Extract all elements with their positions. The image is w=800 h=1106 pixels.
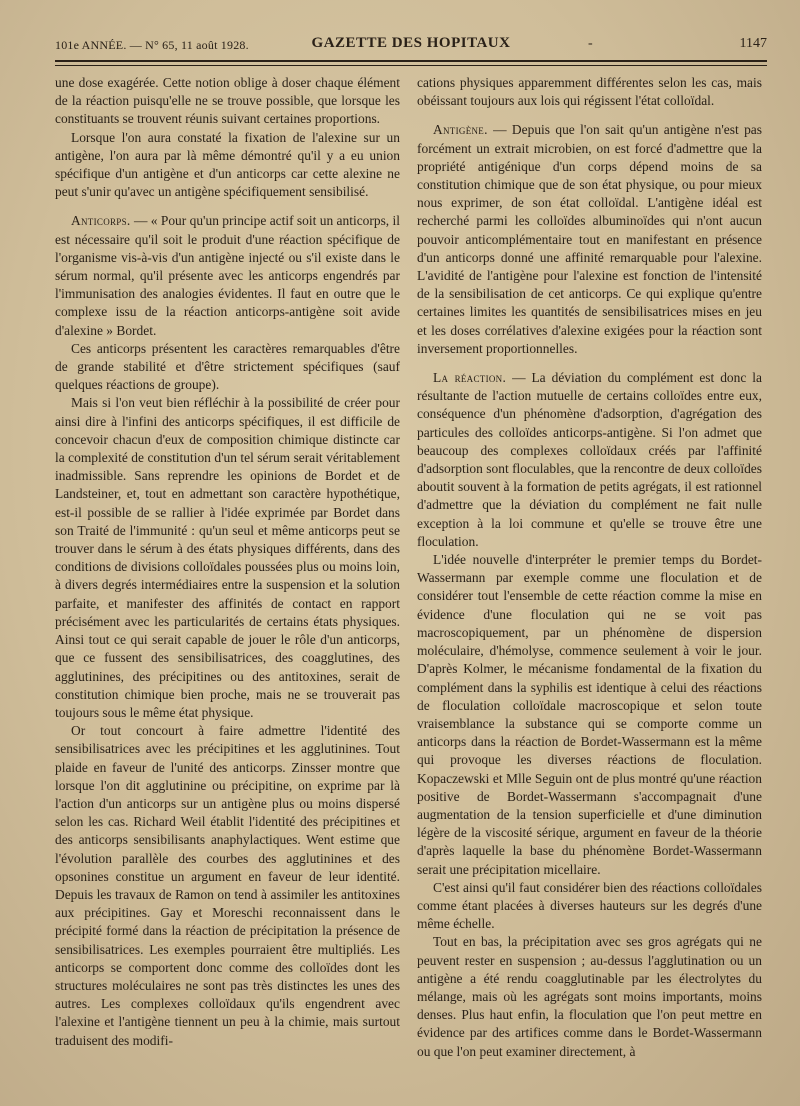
journal-title: GAZETTE DES HOPITAUX xyxy=(311,35,511,51)
section-antigene xyxy=(417,121,762,358)
section-heading: Antigène. xyxy=(433,122,488,138)
page-number: 1147 xyxy=(739,36,767,51)
section-text: — La déviation du complément est donc la résultante de l'action mutuelle de certains colloïdes entre eux, conséquence d'un phénomène d'adsorption, d'agrégation des particules des colloïdes anticorps-antigène. Si l'on admet que beaucoup des complexes colloïdaux créés par l'affinité d'adsorption sont floculables, que la rencontre de deux colloïdes aboutit souvent à la formation de petits agrégats, il est rationnel d'admettre que la déviation du complément ne fait nulle exception à la loi commune et qu'elle se trouve être une floculation. xyxy=(417,370,762,549)
section-text: — « Pour qu'un principe actif soit un anticorps, il est nécessaire qu'il soit le produit d'une réaction spécifique de l'organisme vis-à-vis d'un antigène injecté ou s'il existe dans le sérum normal, qu'il présente avec les anticorps engendrés par l'immunisation des analogies évidentes. Il faut en outre que le complexe issu de la réaction anticorps-antigène soit avide d'alexine » Bordet. xyxy=(55,213,400,338)
paragraph: cations physiques apparemment différentes selon les cas, mais obéissant toujours aux lois qui régissent l'état colloïdal. xyxy=(417,75,762,109)
paragraph: Mais si l'on veut bien réfléchir à la possibilité de créer pour ainsi dire à l'infini des anticorps spécifiques, il est difficile de concevoir chacun d'eux de composition chimique distincte car la complexité de constitution d'un tel sérum serait véritablement inadmissible. Sans reprendre les opinions de Bordet et de Landsteiner, et, tout en admettant son caractère hypothétique, est-il possible de se rallier à l'idée exprimée par Bordet dans son Traité de l'immunité : qu'un seul et même anticorps peut se trouver dans le sérum à des états physiques différents, dans des conditions de divisions colloïdales poussées plus ou moins loin, à divers degrés intermédiaires entre la suspension et la solution parfaite, et manifester des affinités de contact en rapport précisément avec les particularités de certains états physiques. Ainsi tout ce qui serait capable de jouer le rôle d'un anticorps, que ce fussent des sensibilisatrices, des coagglutines, des agglutinines, des précipitines ou des antitoxines, serait de constitution chimique bien proche, mais ne se trouverait pas toujours sous le même état physique. xyxy=(55,395,400,720)
paragraph: L'idée nouvelle d'interpréter le premier temps du Bordet-Wassermann par exemple comme une floculation et de considérer tout l'ensemble de cette réaction comme la mise en évidence d'une floculation qui ne se voit pas macroscopiquement, par un phénomène de dispersion moléculaire, d'hémolyse, commence seulement à voir le jour. D'après Kolmer, le mécanisme fondamental de la fixation du complément dans la syphilis est identique à celui des réactions de floculation colloïdale macroscopique et selon toute vraisemblance la substance qui se comporte comme un anticorps dans la réaction de Bordet-Wassermann est la même qui provoque les diverses réactions de floculation. Kopaczewski et Mlle Seguin ont de plus montré qu'une réaction positive de Bordet-Wassermann s'accompagnait d'une augmentation de la tension superficielle et d'une diminution légère de la viscosité sérique, argument en faveur de la théorie d'après laquelle la base du phénomène Bordet-Wassermann serait une précipitation micellaire. xyxy=(417,552,762,877)
header-rule-thin xyxy=(55,65,767,66)
paragraph: une dose exagérée. Cette notion oblige à doser chaque élément de la réaction puisqu'elle ne se trouve possible, que lorsque les constituants se trouvent réunis suivant certaines proportions. xyxy=(55,75,400,127)
left-column xyxy=(55,74,400,1050)
running-header xyxy=(55,34,767,56)
section-heading: Anticorps. xyxy=(71,213,131,229)
paragraph: C'est ainsi qu'il faut considérer bien des réactions colloïdales comme étant placées à diverses hauteurs sur les degrés d'une même échelle. xyxy=(417,879,762,932)
section-reaction xyxy=(417,369,762,551)
section-heading: La réaction. xyxy=(433,370,507,386)
right-column xyxy=(417,74,762,1061)
header-dash: - xyxy=(588,36,593,51)
issue-line: 101e ANNÉE. — N° 65, 11 août 1928. xyxy=(55,38,249,52)
paragraph: Lorsque l'on aura constaté la fixation de l'alexine sur un antigène, l'on aura par là même démontré qu'il y a eu union spécifique d'un antigène et d'un anticorps car cette alexine ne peut s'unir qu'avec un antigène spécifiquement sensibilisé. xyxy=(55,129,400,200)
paragraph: Tout en bas, la précipitation avec ses gros agrégats qui ne peuvent rester en suspension ; au-dessus l'agglutination ou un antigène a été rendu coagglutinable par les électrolytes du mélange, mais où les agrégats sont moins importants, moins denses. Plus haut enfin, la floculation que l'on peut mettre en évidence par des artifices comme dans le Bordet-Wassermann ou que l'on peut examiner directement, à xyxy=(417,934,762,1059)
paragraph: Or tout concourt à faire admettre l'identité des sensibilisatrices avec les précipitines et les agglutinines. Tout plaide en faveur de l'unité des anticorps. Zinsser montre que lorsque l'on dit agglutinine ou précipitine, on exprime par là l'action d'un anticorps sur un antigène plus ou moins dispersé selon les cas. Richard Weil établit l'identité des précipitines et des anticorps sensibilisants anaphylactiques. Went estime que l'évolution parallèle des courbes des agglutinines et des opsonines constitue un argument en faveur de leur identité. Depuis les travaux de Ramon on tend à assimiler les antitoxines aux précipitines. Gay et Moreschi reconnaissent dans le précipité formé dans la réaction de précipitation la présence de sensibilisatrices. Les exemples pourraient être multipliés. Les anticorps se comportent donc comme des colloïdes dont les structures moléculaires ne sont pas très distinctes les unes des autres. Les complexes colloïdaux qu'ils engendrent avec l'alexine et l'antigène tiennent un peu à la chimie, mais surtout traduisent des modifi- xyxy=(55,723,400,1048)
header-rule-thick xyxy=(55,60,767,62)
paragraph: Ces anticorps présentent les caractères remarquables d'être de grande stabilité et d'être strictement spécifiques (sauf quelques réactions de groupe). xyxy=(55,340,400,393)
section-anticorps xyxy=(55,212,400,339)
section-text: — Depuis que l'on sait qu'un antigène n'est pas forcément un extrait microbien, on est forcé d'admettre que la propriété antigénique d'un corps dépend moins de sa constitution chimique que de son état physique, ou pour mieux nous exprimer, de son état colloïdal. L'antigène idéal est recherché parmi les colloïdes albuminoïdes qui n'ont aucun pouvoir anticomplémentaire tout en manifestant en présence d'un anticorps donné une affinité remarquable pour l'alexine. L'avidité de l'antigène pour l'alexine est fonction de l'intensité de la sensibilisation de cet anticorps. Ce qui explique qu'entre certaines limites les quantités de sensibilisatrices mises en jeu et les doses corrélatives d'alexine exigées pour la réaction sont inversement proportionnelles. xyxy=(417,122,762,356)
